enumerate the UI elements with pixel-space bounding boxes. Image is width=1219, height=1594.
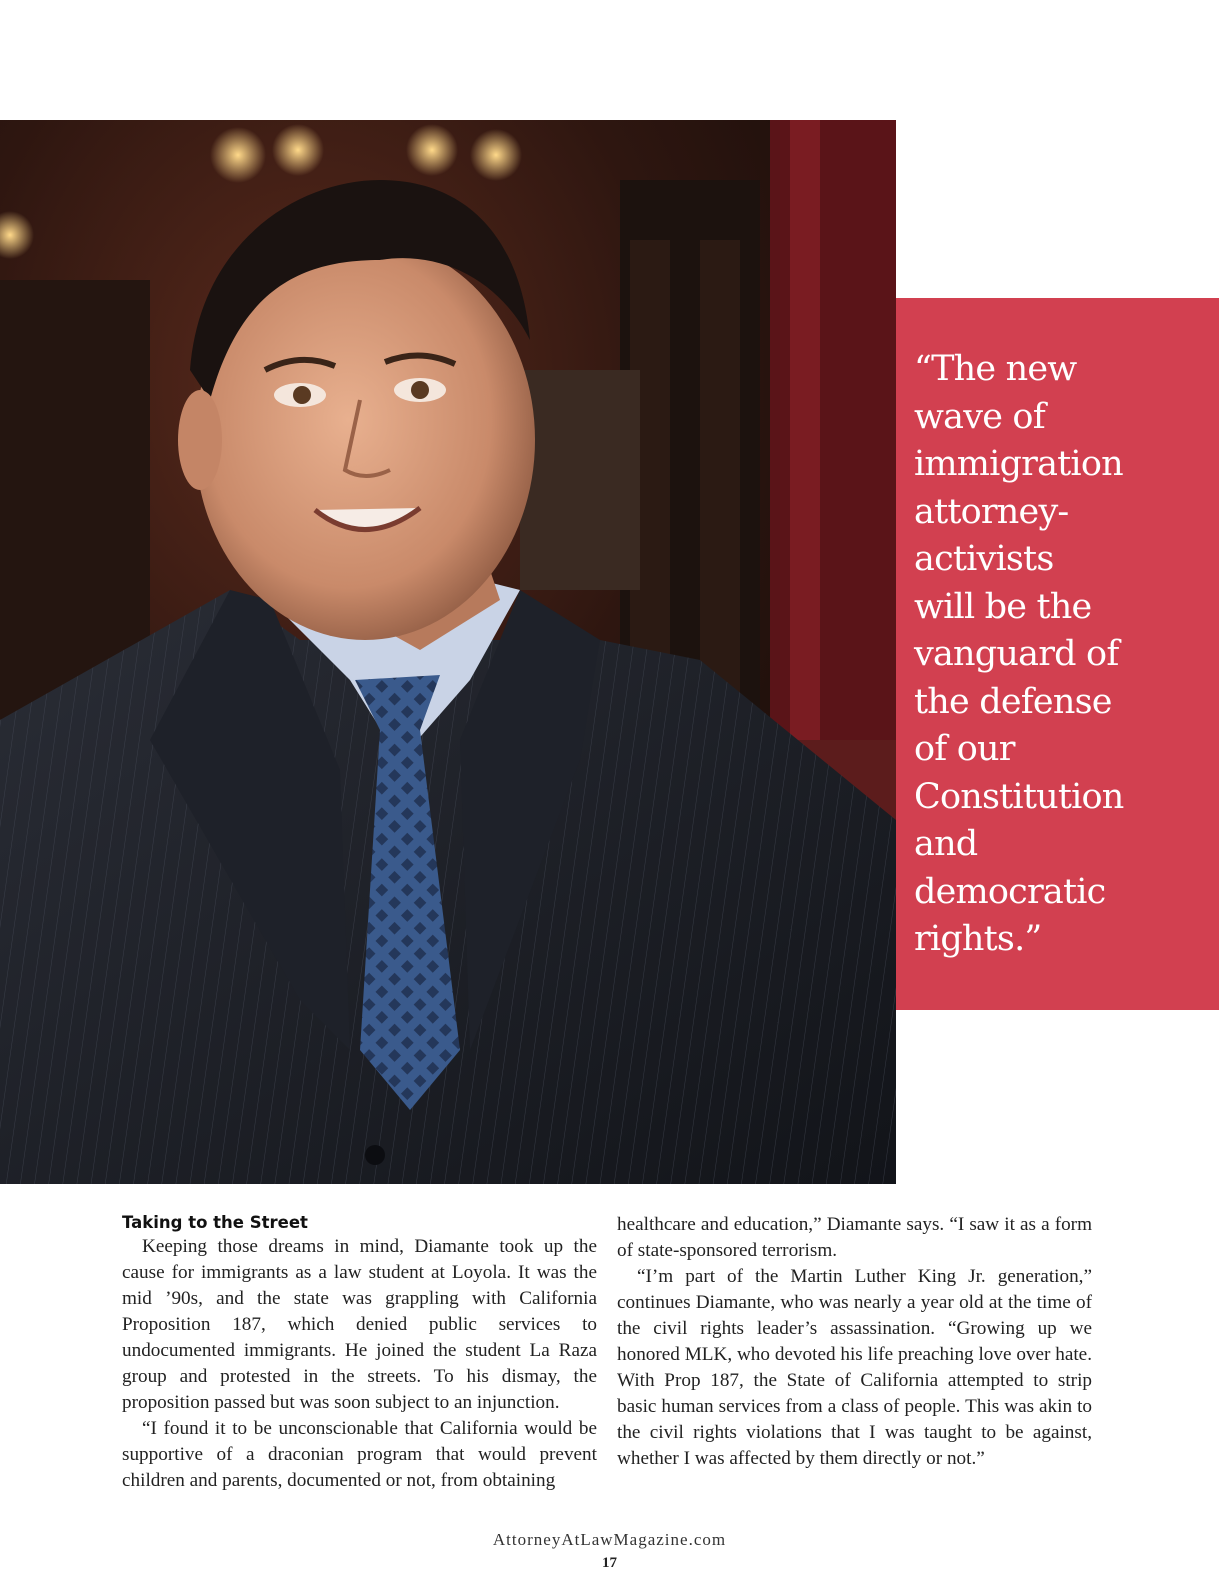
paragraph: “I’m part of the Martin Luther King Jr. generation,” continues Diamante, who was nearly a year old at the time of the civil rights leader’s assassination. “Growing up we honored MLK, who devoted his life preaching love over hate. With Prop 187, the State of California attempted to strip basic human services from a class of people. This was akin to the civil rights violations that I was taught to be against, whether I was affected by them directly or not.” bbox=[617, 1266, 1092, 1469]
portrait-photo bbox=[0, 120, 896, 1184]
paragraph: “I found it to be unconscionable that California would be supportive of a draconian program that would prevent children and parents, documented or not, from obtaining bbox=[122, 1418, 597, 1491]
pull-quote-box bbox=[896, 298, 1219, 1010]
paragraph: Keeping those dreams in mind, Diamante took up the cause for immigrants as a law student at Loyola. It was the mid ’90s, and the state was grappling with California Proposition 187, which denied public services to undocumented immigrants. He joined the student La Raza group and protested in the streets. To his dismay, the proposition passed but was soon subject to an injunction. bbox=[122, 1236, 597, 1413]
footer-website: AttorneyAtLawMagazine.com bbox=[492, 1530, 727, 1549]
article-column-right bbox=[617, 1212, 1092, 1472]
paragraph: healthcare and education,” Diamante says. “I saw it as a form of state-sponsored terrorism. bbox=[617, 1214, 1092, 1261]
article-column-left bbox=[122, 1212, 597, 1494]
page-number: 17 bbox=[602, 1555, 617, 1571]
pull-quote-text: “The new wave of immigration attorney- activists will be the vanguard of the defense of our Constitution and democratic rights.” bbox=[914, 349, 1124, 959]
section-heading: Taking to the Street bbox=[122, 1213, 308, 1232]
